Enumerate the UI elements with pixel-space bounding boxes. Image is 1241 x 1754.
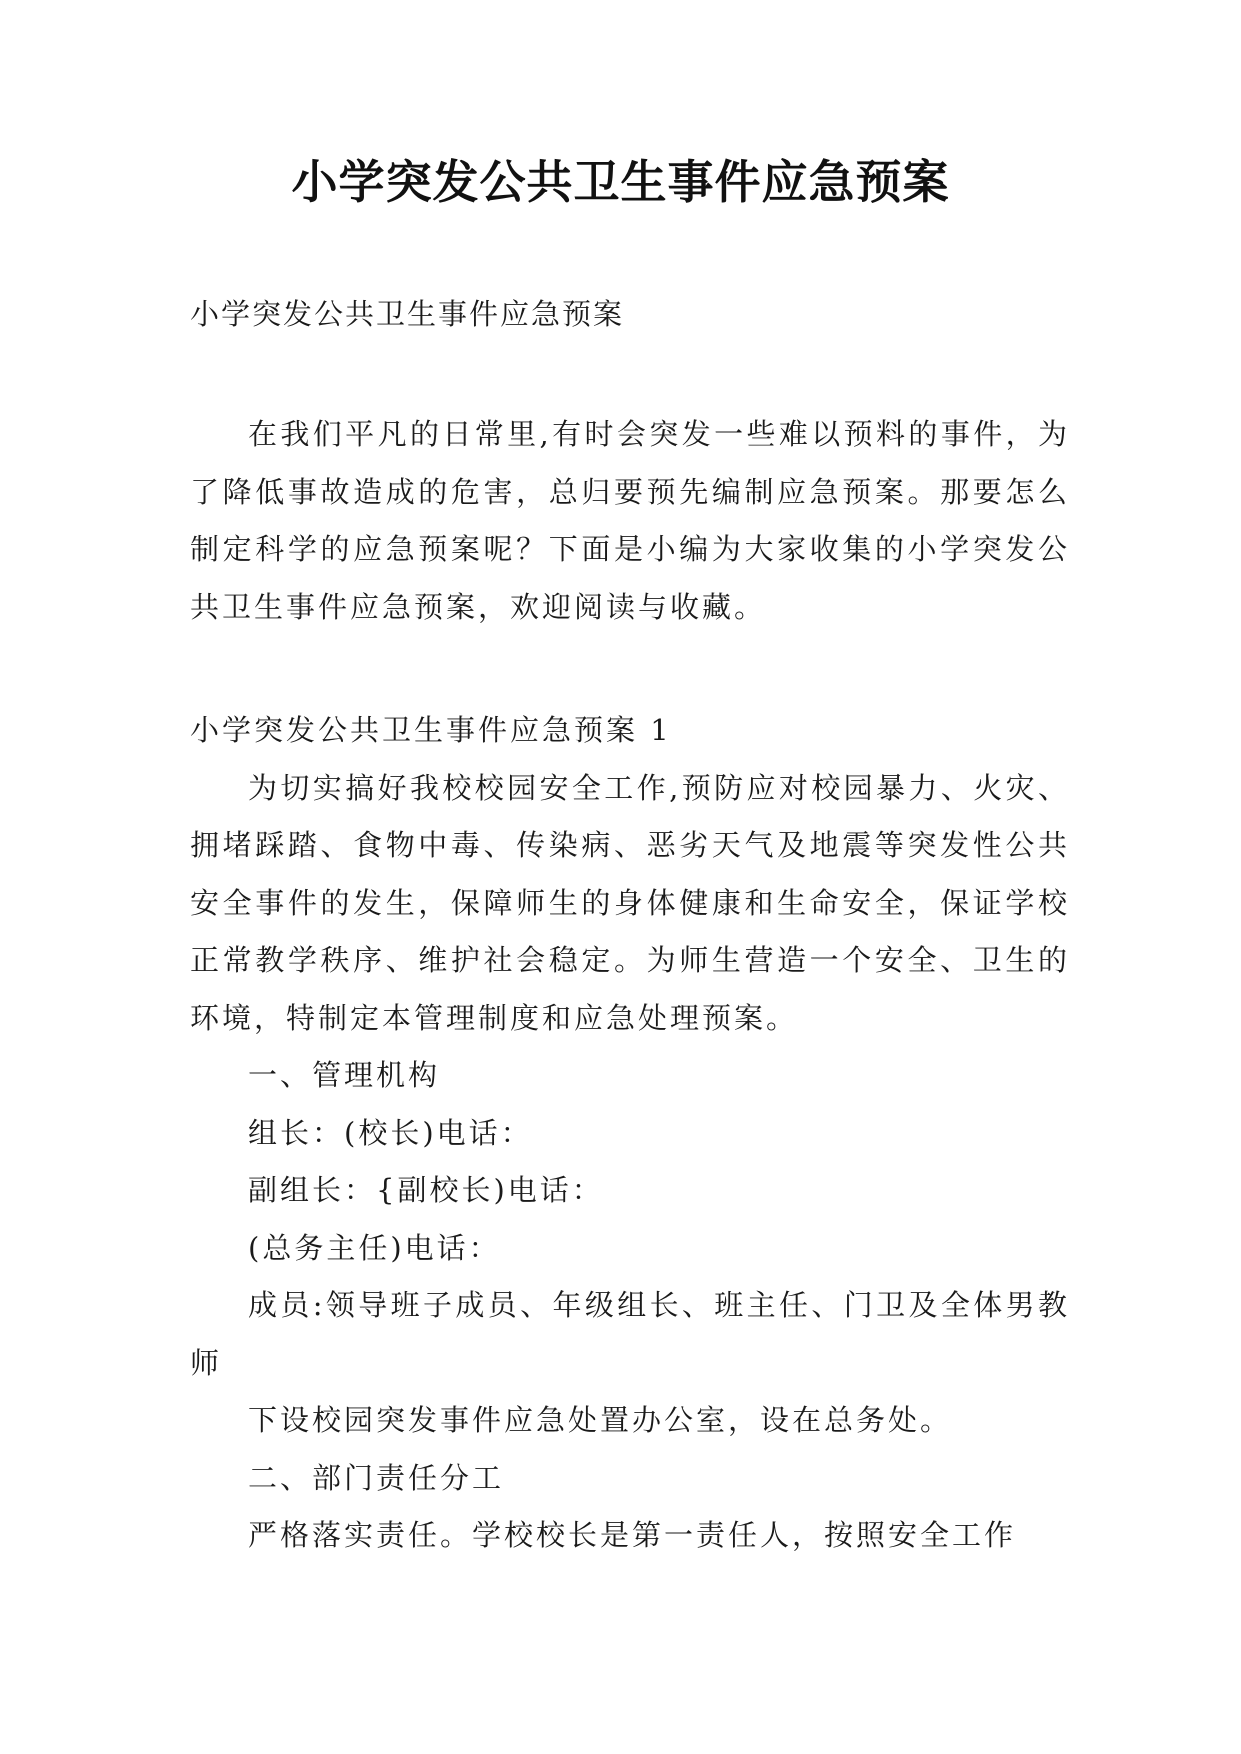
intro-block <box>190 406 1070 636</box>
document-subtitle: 小学突发公共卫生事件应急预案 <box>190 297 625 331</box>
duty-heading: 二、部门责任分工 <box>248 1460 505 1495</box>
leader-line: 组长：(校长)电话： <box>248 1115 533 1150</box>
org-heading: 一、管理机构 <box>248 1058 441 1092</box>
duty-paragraph: 严格落实责任。学校校长是第一责任人，按照安全工作 <box>248 1518 1017 1552</box>
members-line: 成员:领导班子成员、年级组长、班主任、门卫及全体男教师 <box>190 1288 1070 1380</box>
vice-leader-line: 副组长：{副校长)电话： <box>248 1173 604 1207</box>
director-line: (总务主任)电话： <box>248 1230 501 1265</box>
office-line: 下设校园突发事件应急处置办公室，设在总务处。 <box>248 1403 953 1437</box>
section-1-heading: 小学突发公共卫生事件应急预案 1 <box>190 713 672 747</box>
section-1 <box>190 702 1070 1565</box>
intro-paragraph: 在我们平凡的日常里,有时会突发一些难以预料的事件，为了降低事故造成的危害，总归要预先编制应急预案。那要怎么制定科学的应急预案呢？下面是小编为大家收集的小学突发公共卫生事件应急预案，欢迎阅读与收藏。 <box>190 417 1070 624</box>
section-1-paragraph: 为切实搞好我校校园安全工作,预防应对校园暴力、火灾、拥堵踩踏、食物中毒、传染病、恶劣天气及地震等突发性公共安全事件的发生，保障师生的身体健康和生命安全，保证学校正常教学秩序、维护社会稳定。为师生营造一个安全、卫生的环境，特制定本管理制度和应急处理预案。 <box>190 770 1070 1035</box>
document-title: 小学突发公共卫生事件应急预案 <box>291 155 950 209</box>
